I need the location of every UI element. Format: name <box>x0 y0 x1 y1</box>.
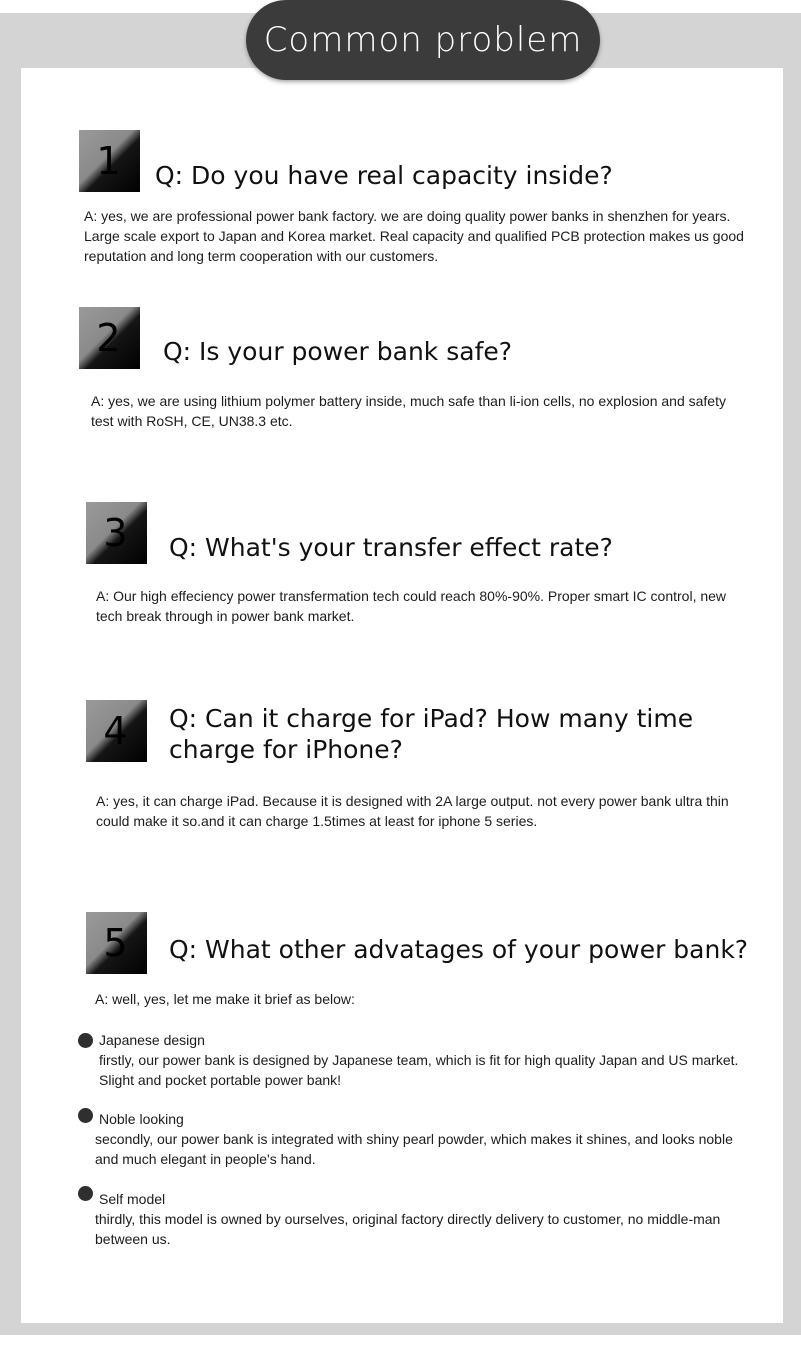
faq-answer-4-line-2: could make it so.and it can charge 1.5times at least for iphone 5 series. <box>96 813 538 829</box>
bullet-2-line-1: secondly, our power bank is integrated with shiny pearl powder, which makes it shines, and looks noble <box>95 1131 733 1147</box>
bullet-2-line-2: and much elegant in people's hand. <box>95 1151 316 1167</box>
faq-number-1: 1 <box>96 139 121 183</box>
faq-answer-1-line-1: A: yes, we are professional power bank factory. we are doing quality power banks in shenzhen for years. <box>84 208 731 224</box>
bullet-1-line-1: firstly, our power bank is designed by Japanese team, which is fit for high quality Japan and US market. <box>99 1052 739 1068</box>
faq-question-5: Q: What other advatages of your power bank? <box>169 935 749 964</box>
faq-question-3: Q: What's your transfer effect rate? <box>169 533 613 562</box>
faq-number-5: 5 <box>103 921 128 965</box>
faq-answer-3-line-2: tech break through in power bank market. <box>96 608 355 624</box>
faq-question-4-line-1: Q: Can it charge for iPad? How many time <box>169 704 694 733</box>
faq-question-1: Q: Do you have real capacity inside? <box>155 161 613 190</box>
bullet-dot-1 <box>78 1033 93 1048</box>
faq-answer-1-line-2: Large scale export to Japan and Korea market. Real capacity and qualified PCB protection makes us good <box>84 228 744 244</box>
faq-number-badge-3 <box>86 502 147 564</box>
faq-number-badge-1 <box>79 130 140 192</box>
faq-question-2: Q: Is your power bank safe? <box>163 337 513 366</box>
faq-answer-3-line-1: A: Our high effeciency power transfermation tech could reach 80%-90%. Proper smart IC control, new <box>96 588 727 604</box>
faq-number-badge-2 <box>79 307 140 369</box>
bullet-3-line-2: between us. <box>95 1231 171 1247</box>
bullet-dot-3 <box>78 1186 93 1201</box>
faq-number-2: 2 <box>96 316 121 360</box>
faq-answer-5-line-1: A: well, yes, let me make it brief as below: <box>95 991 355 1007</box>
faq-number-4: 4 <box>103 709 128 753</box>
bullet-title-2: Noble looking <box>99 1111 184 1127</box>
faq-answer-4-line-1: A: yes, it can charge iPad. Because it is designed with 2A large output. not every power bank ultra thin <box>96 793 729 809</box>
page-title-pill <box>246 0 600 80</box>
bullet-dot-2 <box>78 1108 93 1123</box>
page-title: Common problem <box>263 20 583 60</box>
faq-answer-1-line-3: reputation and long term cooperation with our customers. <box>84 248 439 264</box>
bullet-3-line-1: thirdly, this model is owned by ourselves, original factory directly delivery to customer, no middle-man <box>95 1211 721 1227</box>
bullet-title-1: Japanese design <box>99 1032 205 1048</box>
faq-number-badge-5 <box>86 912 147 974</box>
faq-answer-2-line-1: A: yes, we are using lithium polymer battery inside, much safe than li-ion cells, no explosion and safety <box>91 393 726 409</box>
faq-answer-2-line-2: test with RoSH, CE, UN38.3 etc. <box>91 413 293 429</box>
bullet-title-3: Self model <box>99 1191 166 1207</box>
faq-number-3: 3 <box>103 511 128 555</box>
faq-number-badge-4 <box>86 700 147 762</box>
bullet-1-line-2: Slight and pocket portable power bank! <box>99 1072 342 1088</box>
faq-question-4-line-2: charge for iPhone? <box>169 735 403 764</box>
